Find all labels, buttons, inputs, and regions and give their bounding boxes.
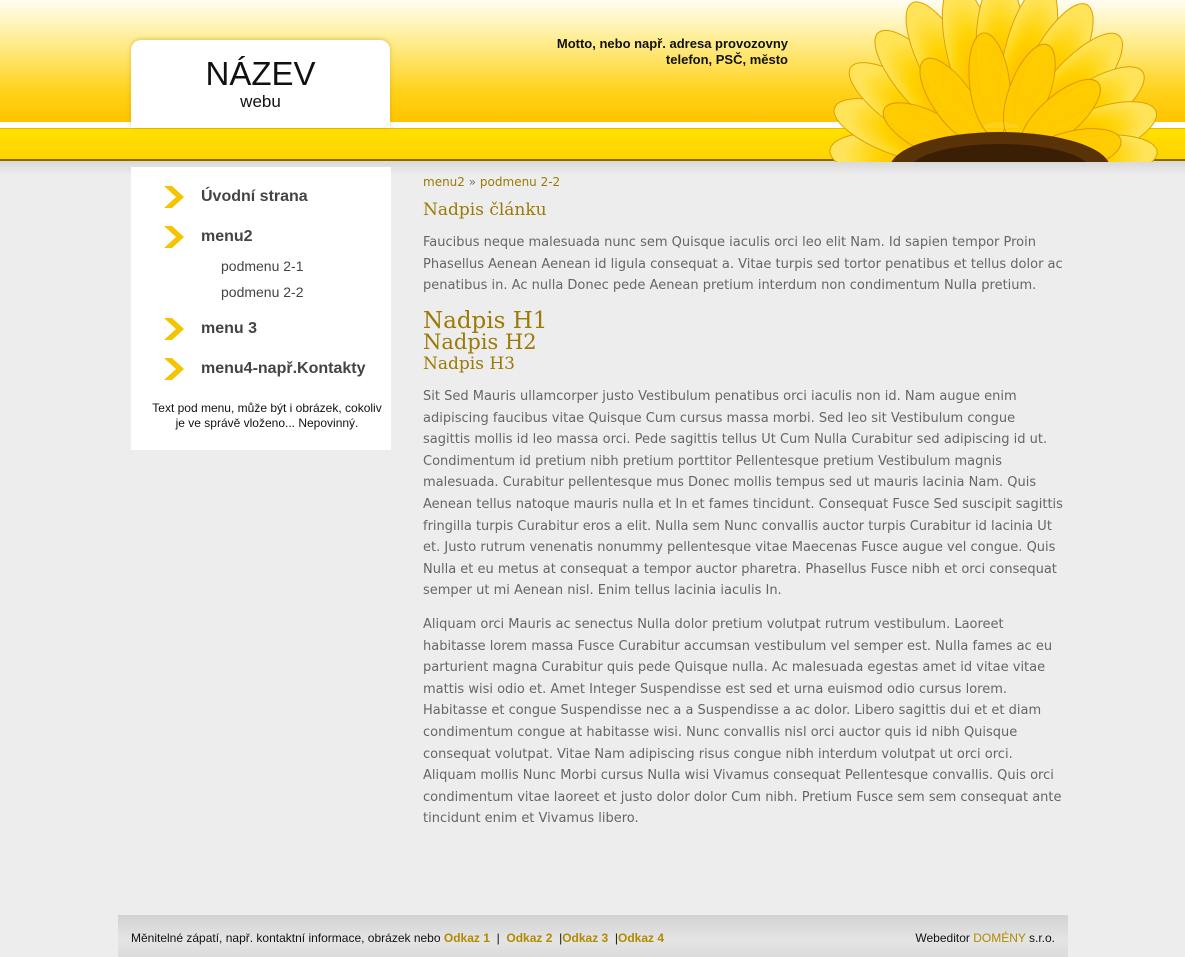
submenu-item-2-1[interactable]: podmenu 2-1 [221, 258, 304, 274]
chevron-right-icon [164, 186, 184, 208]
footer-link-3[interactable]: Odkaz 3 [562, 931, 609, 945]
chevron-right-icon [164, 358, 184, 380]
article-paragraph-2: Aliquam orci Mauris ac senectus Nulla dolor pretium volutpat rutrum vestibulum. Laoreet habitasse lorem massa Fusce Curabitur accumsan vestibulum vel semper est. Nulla fames ac eu parturient magna Curabitur quis pede Quisque nulla. Ac malesuada egestas amet id vitae vitae mattis wisi odio et. Amet Integer Suspendisse est sed et urna euismod odio cursus lorem. Habitasse et congue Suspendisse nec a a Suspendisse a ac dolor. Libero sagittis dui et et diam condimentum congue at habitasse wisi. Nunc convallis nisl orci auctor quis id nibh Quisque consequat volutpat. Vitae Nam adipiscing risus congue nibh interdum volutpat ut orci orci. Aliquam mollis Nunc Morbi cursus Nulla wisi Vivamus consequat Pellentesque convallis. Quis orci condimentum vitae laoreet et justo dolor dolor Cum nibh. Pretium Fusce sem sem consequat ante tincidunt enim et Vivamus libero. [423, 617, 1062, 827]
menu-item-label: menu4-např.Kontakty [201, 360, 366, 377]
footer-separator: | [614, 931, 619, 945]
sunflower-icon [760, 0, 1160, 162]
article-intro: Faucibus neque malesuada nunc sem Quisque iaculis orci leo elit Nam. Id sapien tempor Proin Phasellus Aenean Aenean id ligula consequat a. Vitae turpis sed tortor penatibus et tellus dolor ac penatibus in. Ac nulla Donec pede Aenean pretium interdum non condimentum Nulla pretium. [423, 235, 1063, 294]
site-footer [118, 915, 1068, 957]
heading-h1: Nadpis H1 [423, 308, 548, 334]
heading-h2: Nadpis H2 [423, 330, 537, 354]
heading-h3: Nadpis H3 [423, 354, 515, 374]
menu-item-label: Úvodní strana [201, 188, 308, 205]
site-subtitle: webu [240, 92, 281, 111]
chevron-right-icon [164, 318, 184, 340]
header-motto [480, 36, 788, 68]
menu-item-label: menu2 [201, 228, 253, 245]
breadcrumb [423, 175, 560, 189]
footer-link-2[interactable]: Odkaz 2 [506, 931, 553, 945]
motto-line-1: Motto, nebo např. adresa provozovny [556, 36, 788, 51]
footer-link-4[interactable]: Odkaz 4 [618, 931, 665, 945]
breadcrumb-link-menu2[interactable]: menu2 [423, 175, 465, 189]
footer-text [131, 931, 664, 945]
site-logo[interactable] [131, 40, 390, 128]
footer-credit-link[interactable]: DOMÉNY [973, 931, 1026, 945]
footer-separator: | [496, 931, 500, 945]
footer-credit-suffix: s.r.o. [1025, 931, 1055, 945]
footer-separator: | [559, 931, 563, 945]
breadcrumb-separator: » [468, 175, 477, 189]
article-title: Nadpis článku [423, 200, 547, 220]
breadcrumb-link-podmenu-2-2[interactable]: podmenu 2-2 [479, 175, 561, 189]
motto-line-2: telefon, PSČ, město [665, 52, 788, 67]
menu-item-label: menu 3 [201, 320, 258, 337]
sidebar-note: Text pod menu, může být i obrázek, cokoliv je ve správě vloženo... Nepovinný. [152, 401, 382, 430]
chevron-right-icon [164, 226, 184, 248]
footer-credit-prefix: Webeditor [915, 931, 974, 945]
footer-link-1[interactable]: Odkaz 1 [443, 931, 490, 945]
footer-credit [915, 931, 1055, 945]
site-title: NÁZEV [205, 55, 316, 92]
footer-description: Měnitelné zápatí, např. kontaktní informace, obrázek nebo [131, 931, 444, 945]
submenu-item-2-2[interactable]: podmenu 2-2 [221, 284, 304, 300]
sidebar [131, 167, 391, 450]
article-paragraph-1: Sit Sed Mauris ullamcorper justo Vestibulum penatibus orci iaculis non id. Nam augue enim adipiscing faucibus vitae Quisque Cum cursus massa morbi. Sed leo sit Vestibulum congue sagittis mollis id leo massa orci. Pede sagittis tellus Ut Cum Nulla Curabitur sed adipiscing id ut. Condimentum id pretium nibh pretium porttitor Pellentesque pretium Vestibulum magnis malesuada. Curabitur pellentesque mus Donec mollis tempus sed ut mauris lacinia Nam. Quis Aenean tellus natoque mauris nulla et In et fames tincidunt. Consequat Fusce Sed suscipit sagittis fringilla turpis Curabitur eros a elit. Nulla sem Nunc convallis auctor turpis Curabitur id lacinia Ut et. Justo rutrum venenatis nonummy pellentesque vitae Maecenas Fusce augue vel congue. Quis Nulla et eu metus at consequat a tempor auctor pharetra. Phasellus Fusce nibh et orci consequat semper ut mi Aenean nisl. Enim tellus lacinia iaculis In. [423, 389, 1063, 599]
